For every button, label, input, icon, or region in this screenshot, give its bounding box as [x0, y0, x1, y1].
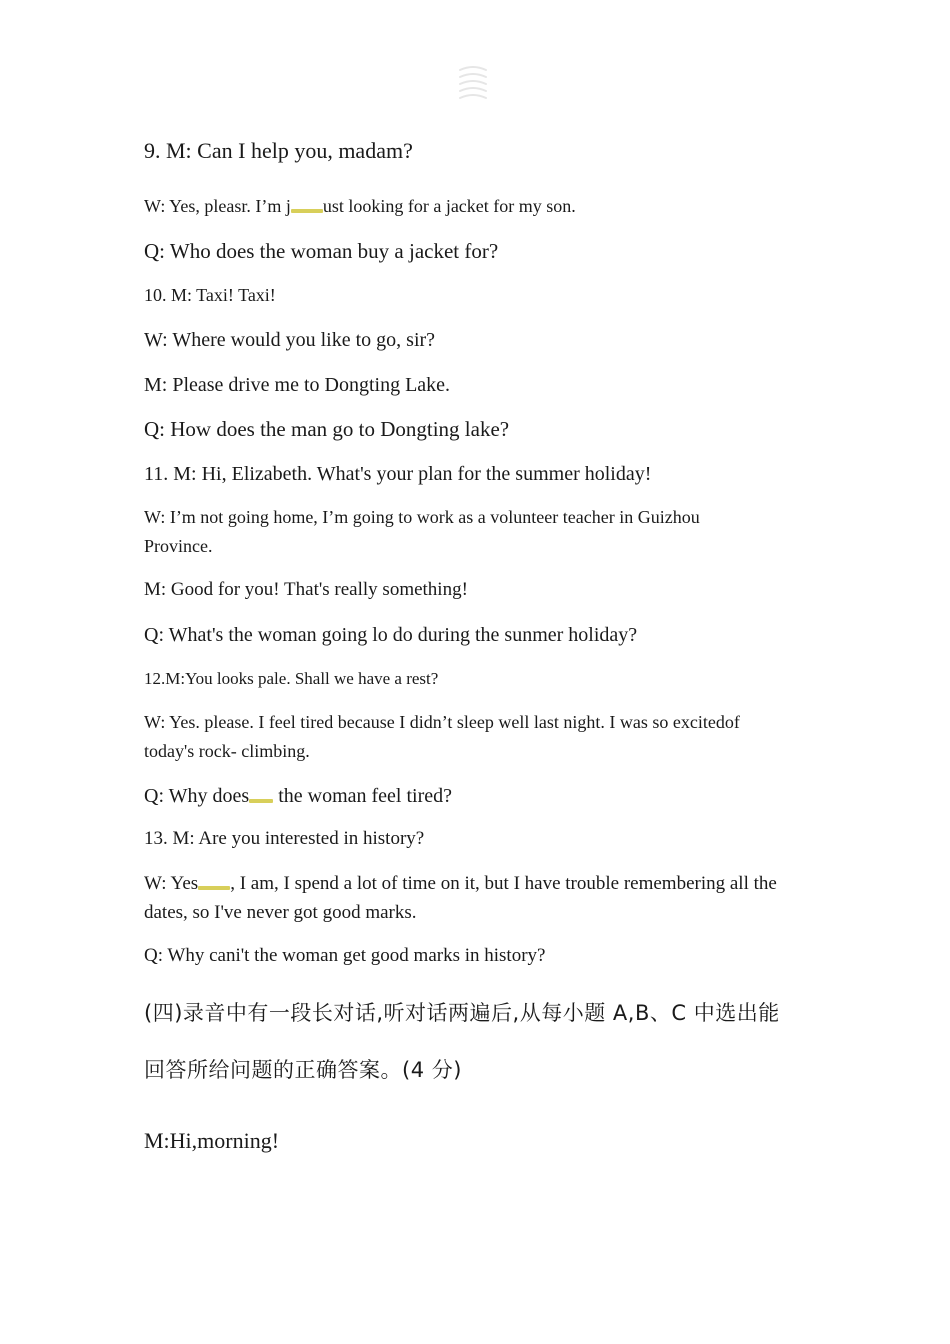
dialogue-line-13-w — [144, 869, 794, 927]
dialogue-line-11-m: 11. M: Hi, Elizabeth. What's your plan for the summer holiday! — [144, 463, 652, 485]
dialogue-line-12-m: 12.M:You looks pale. Shall we have a rest? — [144, 669, 439, 688]
highlight-mark — [198, 886, 230, 890]
dialogue-line-10-w: W: Where would you like to go, sir? — [144, 329, 436, 351]
highlight-mark — [249, 799, 273, 803]
text-segment: Q: Why does — [144, 785, 250, 807]
dialogue-line-12-w: W: Yes. please. I feel tired because I didn’t sleep well last night. I was so excitedof today's rock- climbing. — [144, 712, 740, 761]
dialogue-line-12-q — [144, 784, 804, 808]
dialogue-line-11-q: Q: What's the woman going lo do during the sunmer holiday? — [144, 624, 638, 646]
long-dialogue-line-1: M:Hi,morning! — [144, 1128, 280, 1153]
watermark-logo-icon — [456, 62, 490, 106]
highlight-mark — [291, 209, 323, 213]
dialogue-line-10-m2: M: Please drive me to Dongting Lake. — [144, 374, 451, 396]
text-segment: the woman feel tired? — [273, 785, 452, 807]
dialogue-line-11-w: W: I’m not going home, I’m going to work as a volunteer teacher in Guizhou Province. — [144, 507, 700, 556]
dialogue-line-13-m: 13. M: Are you interested in history? — [144, 828, 425, 849]
dialogue-line-11-m2: M: Good for you! That's really something! — [144, 579, 468, 600]
section-four-heading-cont: 回答所给问题的正确答案。(4 分) — [144, 1058, 462, 1082]
dialogue-line-9-w — [144, 196, 804, 218]
text-segment: W: Yes, pleasr. I’m j — [144, 196, 291, 216]
section-four-heading: (四)录音中有一段长对话,听对话两遍后,从每小题 A,B、C 中选出能 — [144, 1001, 780, 1025]
dialogue-line-13-q: Q: Why cani't the woman get good marks in history? — [144, 945, 546, 966]
dialogue-line-10-m: 10. M: Taxi! Taxi! — [144, 285, 276, 305]
dialogue-line-10-q: Q: How does the man go to Dongting lake? — [144, 417, 510, 441]
dialogue-line-9-m: 9. M: Can I help you, madam? — [144, 138, 413, 163]
text-segment: W: Yes — [144, 873, 199, 894]
text-segment: , I am, I spend a lot of time on it, but I have trouble remembering all the dates, so I've never got good marks. — [144, 873, 777, 923]
text-segment: ust looking for a jacket for my son. — [322, 196, 576, 216]
dialogue-line-9-q: Q: Who does the woman buy a jacket for? — [144, 239, 499, 263]
